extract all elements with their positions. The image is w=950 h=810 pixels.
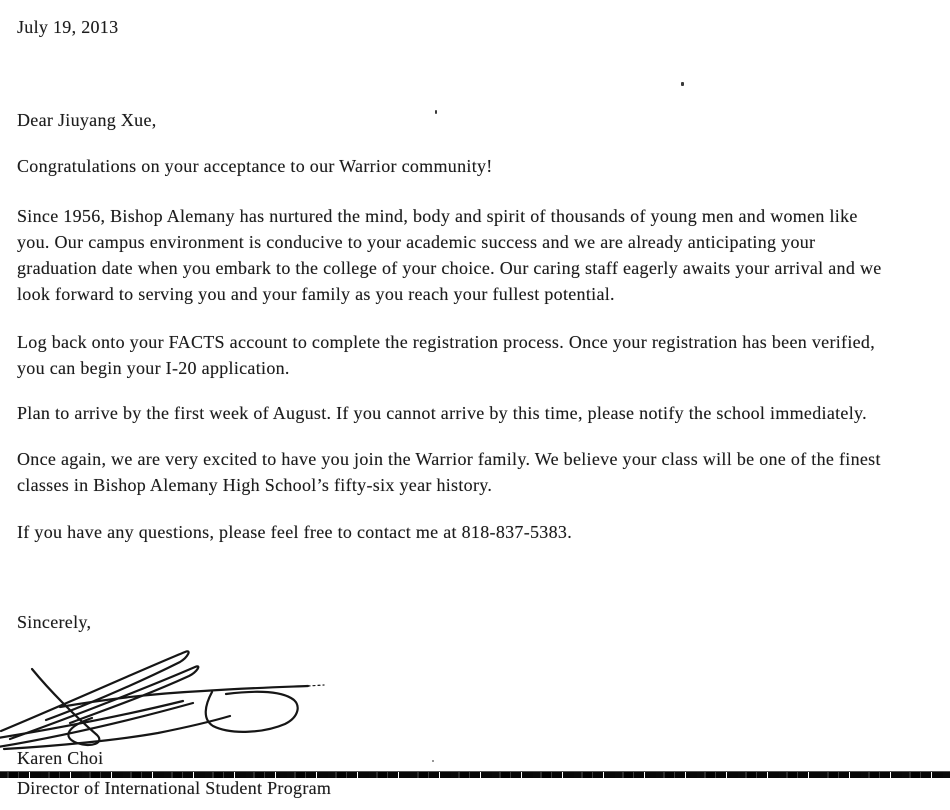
body-line: Log back onto your FACTS account to complete the registration process. Once your registration has been verified,	[17, 332, 876, 352]
signer-title: Director of International Student Program	[17, 778, 332, 798]
body-line: graduation date when you embark to the college of your choice. Our caring staff eagerly awaits your arrival and we	[17, 258, 882, 278]
body-line: If you have any questions, please feel free to contact me at 818-837-5383.	[17, 522, 573, 542]
body-line: classes in Bishop Alemany High School’s fifty-six year history.	[17, 475, 493, 495]
paragraph-arrival	[17, 400, 867, 426]
scan-speck	[432, 760, 434, 762]
salutation: Dear Jiuyang Xue,	[17, 110, 157, 130]
paragraph-warrior-family	[17, 446, 881, 498]
body-line: Since 1956, Bishop Alemany has nurtured the mind, body and spirit of thousands of young men and women like	[17, 206, 858, 226]
signature-scribble-icon	[0, 643, 330, 751]
paragraph-contact	[17, 519, 572, 545]
scan-artifact-line	[0, 771, 950, 778]
scan-speck	[681, 82, 684, 86]
body-line: look forward to serving you and your family as you reach your fullest potential.	[17, 284, 615, 304]
body-line: Congratulations on your acceptance to our Warrior community!	[17, 156, 493, 176]
paragraph-facts-registration	[17, 329, 875, 381]
paragraph-school-intro	[17, 203, 882, 307]
signer-name: Karen Choi	[17, 748, 104, 768]
body-line: you can begin your I-20 application.	[17, 358, 290, 378]
body-line: you. Our campus environment is conducive to your academic success and we are already anticipating your	[17, 232, 816, 252]
body-line: Plan to arrive by the first week of August. If you cannot arrive by this time, please notify the school immediately.	[17, 403, 867, 423]
letter-date: July 19, 2013	[17, 17, 119, 37]
body-line: Once again, we are very excited to have you join the Warrior family. We believe your class will be one of the finest	[17, 449, 881, 469]
closing: Sincerely,	[17, 612, 92, 632]
scan-speck	[435, 110, 437, 114]
paragraph-congratulations	[17, 153, 493, 179]
